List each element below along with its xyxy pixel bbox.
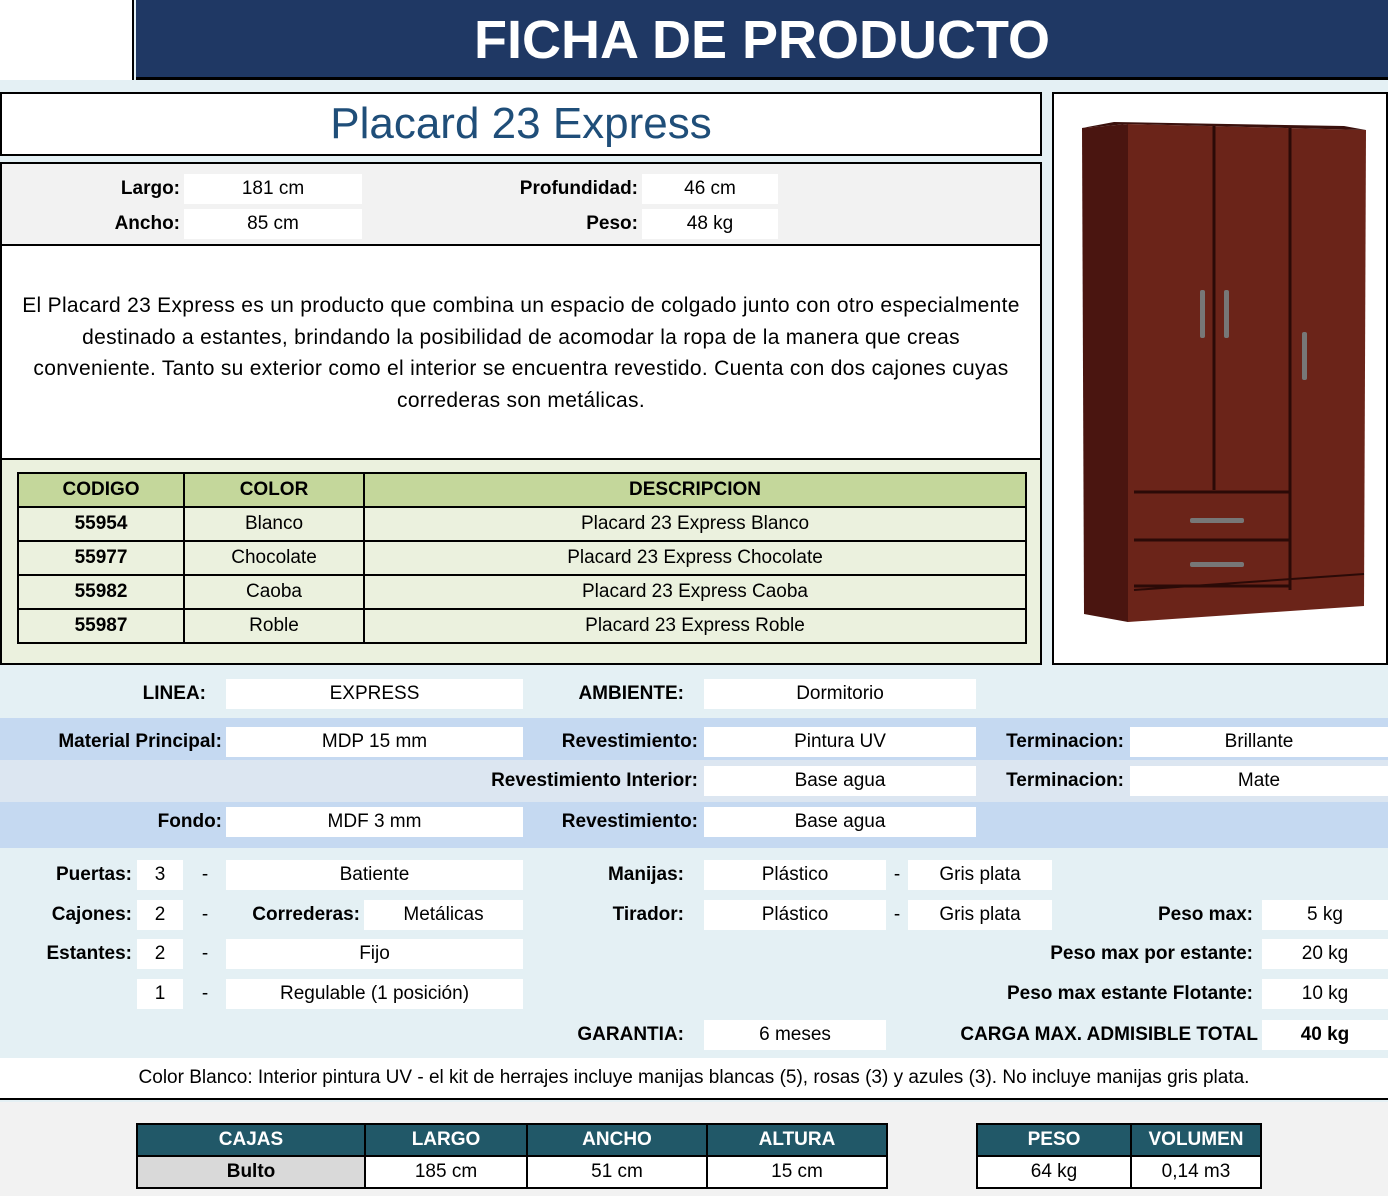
header-logo-area [0, 0, 134, 80]
correderas-label: Correderas: [252, 904, 360, 925]
box-largo-cell: 185 cm [365, 1156, 527, 1188]
estantes-type: Fijo [226, 939, 523, 969]
description-text: El Placard 23 Express es un producto que combina un espacio de colgado junto con otro especialmente destinado a estantes, brindando la posibilidad de acomodar la ropa de la manera que creas conveniente. Tanto su exterior como el interior se encuentra revestido. Cuenta con dos cajones cuyas correderas son metálicas. [22, 294, 1020, 412]
rev-interior-label: Revestimiento Interior: [491, 770, 698, 791]
linea-label: LINEA: [142, 683, 206, 704]
peso-flotante-label: Peso max estante Flotante: [1006, 983, 1253, 1004]
revestimiento-label: Revestimiento: [561, 731, 698, 752]
table-header-row [137, 1124, 887, 1156]
table-header-row [977, 1124, 1261, 1156]
dash-separator: - [201, 943, 209, 964]
dash-separator: - [893, 904, 901, 925]
dash-separator: - [201, 983, 209, 1004]
fondo-value: MDF 3 mm [226, 807, 523, 837]
color-cell: Caoba [184, 575, 364, 609]
product-name: Placard 23 Express [330, 99, 712, 148]
codes-section [0, 458, 1042, 665]
tirador-color: Gris plata [908, 900, 1052, 930]
peso-estante-label: Peso max por estante: [1050, 943, 1253, 964]
linea-value: EXPRESS [226, 679, 523, 709]
terminacion2-label: Terminacion: [1006, 770, 1124, 791]
terminacion-value: Brillante [1130, 727, 1388, 757]
carga-label: CARGA MAX. ADMISIBLE TOTAL [960, 1024, 1258, 1045]
revestimiento2-value: Base agua [704, 807, 976, 837]
ancho-value: 85 cm [184, 209, 362, 239]
terminacion2-value: Mate [1130, 766, 1388, 796]
manijas-material: Plástico [704, 860, 886, 890]
note-text: Color Blanco: Interior pintura UV - el kit de herrajes incluye manijas blancas (5), rosas (3) y azules (3). No incluye manijas gris plata. [138, 1067, 1250, 1088]
largo-header: LARGO [365, 1124, 527, 1156]
bulto-cell: Bulto [137, 1156, 365, 1188]
estantes-qty: 2 [137, 939, 183, 969]
box-table [136, 1123, 888, 1189]
color-header: COLOR [184, 473, 364, 507]
tirador-material: Plástico [704, 900, 886, 930]
description-box [0, 244, 1042, 460]
peso-label: Peso: [586, 213, 638, 234]
material-value: MDP 15 mm [226, 727, 523, 757]
carga-value: 40 kg [1262, 1020, 1388, 1050]
table-row [18, 541, 1026, 575]
revestimiento-value: Pintura UV [704, 727, 976, 757]
wardrobe-image [1054, 94, 1386, 663]
estantes-label: Estantes: [46, 943, 132, 964]
rev-interior-value: Base agua [704, 766, 976, 796]
table-header-row [18, 473, 1026, 507]
codes-table [17, 472, 1027, 644]
cajones-qty: 2 [137, 900, 183, 930]
terminacion-label: Terminacion: [1006, 731, 1124, 752]
dash-separator: - [201, 864, 209, 885]
largo-label: Largo: [120, 178, 180, 199]
codigo-cell: 55977 [18, 541, 184, 575]
estantes2-type: Regulable (1 posición) [226, 979, 523, 1009]
peso-flotante-value: 10 kg [1262, 979, 1388, 1009]
profundidad-label: Profundidad: [519, 178, 638, 199]
puertas-qty: 3 [137, 860, 183, 890]
box-altura-cell: 15 cm [707, 1156, 887, 1188]
product-name-box [0, 92, 1042, 156]
page-title: FICHA DE PRODUCTO [473, 10, 1051, 70]
table-row [18, 507, 1026, 541]
dash-separator: - [201, 904, 209, 925]
manijas-label: Manijas: [607, 864, 684, 885]
garantia-value: 6 meses [704, 1020, 886, 1050]
material-label: Material Principal: [58, 731, 222, 752]
dash-separator: - [893, 864, 901, 885]
descripcion-cell: Placard 23 Express Roble [364, 609, 1026, 643]
descripcion-header: DESCRIPCION [364, 473, 1026, 507]
box-volumen-cell: 0,14 m3 [1131, 1156, 1261, 1188]
peso-header: PESO [977, 1124, 1131, 1156]
table-row [18, 575, 1026, 609]
color-cell: Blanco [184, 507, 364, 541]
color-cell: Roble [184, 609, 364, 643]
peso-value: 48 kg [642, 209, 778, 239]
volumen-header: VOLUMEN [1131, 1124, 1261, 1156]
table-row [977, 1156, 1261, 1188]
cajones-label: Cajones: [51, 904, 132, 925]
note-box [0, 1058, 1388, 1100]
product-image-box [1052, 92, 1388, 665]
weight-table [976, 1123, 1262, 1189]
descripcion-cell: Placard 23 Express Chocolate [364, 541, 1026, 575]
peso-estante-value: 20 kg [1262, 939, 1388, 969]
ambiente-value: Dormitorio [704, 679, 976, 709]
tirador-label: Tirador: [612, 904, 684, 925]
garantia-label: GARANTIA: [577, 1024, 684, 1045]
cajas-header: CAJAS [137, 1124, 365, 1156]
altura-header: ALTURA [707, 1124, 887, 1156]
profundidad-value: 46 cm [642, 174, 778, 204]
box-peso-cell: 64 kg [977, 1156, 1131, 1188]
codigo-header: CODIGO [18, 473, 184, 507]
codigo-cell: 55982 [18, 575, 184, 609]
ambiente-label: AMBIENTE: [578, 683, 684, 704]
peso-max-value: 5 kg [1262, 900, 1388, 930]
codigo-cell: 55954 [18, 507, 184, 541]
manijas-color: Gris plata [908, 860, 1052, 890]
box-ancho-cell: 51 cm [527, 1156, 707, 1188]
fondo-label: Fondo: [157, 811, 222, 832]
peso-max-label: Peso max: [1157, 904, 1253, 925]
header-bar [136, 0, 1388, 80]
estantes2-qty: 1 [137, 979, 183, 1009]
largo-value: 181 cm [184, 174, 362, 204]
table-row [18, 609, 1026, 643]
puertas-type: Batiente [226, 860, 523, 890]
puertas-label: Puertas: [55, 864, 132, 885]
revestimiento2-label: Revestimiento: [561, 811, 698, 832]
descripcion-cell: Placard 23 Express Caoba [364, 575, 1026, 609]
ancho-label: Ancho: [114, 213, 180, 234]
descripcion-cell: Placard 23 Express Blanco [364, 507, 1026, 541]
correderas-value: Metálicas [364, 900, 523, 930]
codigo-cell: 55987 [18, 609, 184, 643]
color-cell: Chocolate [184, 541, 364, 575]
ancho-header: ANCHO [527, 1124, 707, 1156]
table-row [137, 1156, 887, 1188]
